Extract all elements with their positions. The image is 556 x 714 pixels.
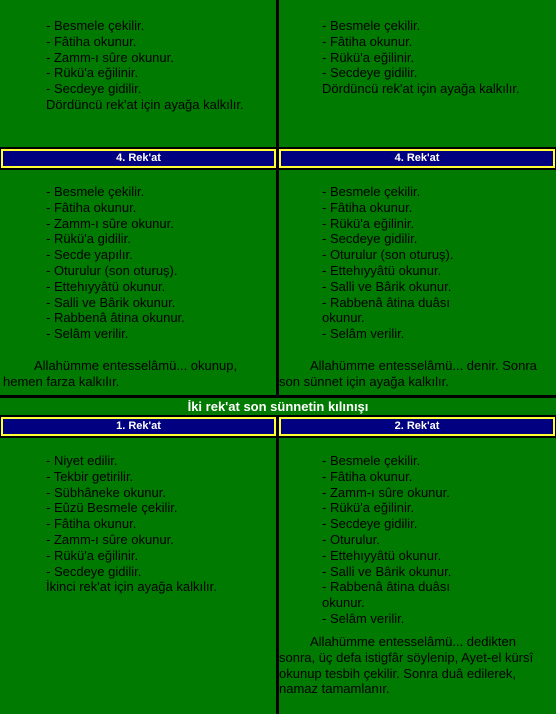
step-item: - Secdeye gidilir.: [46, 81, 142, 97]
rekat-header-right: 4. Rek'at: [279, 149, 555, 168]
closing-paragraph: Allahümme entesselâmü... okunup, hemen farza kalkılır.: [3, 358, 238, 389]
step-item: - Selâm verilir.: [46, 326, 129, 342]
step-item: - Besmele çekilir.: [46, 18, 145, 33]
step-item: - Secdeye gidilir.: [322, 231, 418, 247]
closing-paragraph: Allahümme entesselâmü... denir. Sonra son sünnet için ayağa kalkılır.: [279, 358, 537, 389]
step-item: - Sübhâneke okunur.: [46, 484, 166, 500]
step-note: İkinci rek'at için ayağa kalkılır.: [46, 579, 217, 595]
step-item: - Selâm verilir.: [322, 326, 405, 342]
step-item: - Zamm-ı sûre okunur.: [46, 215, 174, 231]
step-item: - Ettehıyyâtü okunur.: [322, 547, 442, 563]
fourth-rekat-right-steps: [322, 184, 482, 342]
step-item: - Zamm-ı sûre okunur.: [46, 49, 174, 65]
step-item: - Besmele çekilir.: [322, 453, 421, 468]
closing-paragraph: Allahümme entesselâmü... dedikten sonra, üç defa istigfâr söylenip, Ayet-el kürsî okunup tesbih çekilir. Sonra duâ edilerek, namaz tamamlanır.: [279, 634, 534, 697]
step-item: - Besmele çekilir.: [46, 184, 145, 199]
fourth-rekat-left-cell: [0, 170, 276, 395]
step-note: Dördüncü rek'at için ayağa kalkılır.: [322, 81, 520, 97]
step-item: - Fâtiha okunur.: [322, 33, 413, 49]
step-item: - Besmele çekilir.: [322, 184, 421, 199]
step-item: - Rabbenâ âtina okunur.: [46, 310, 185, 326]
fourth-rekat-right-cell: [279, 170, 556, 395]
rekat-header-right: 2. Rek'at: [279, 417, 555, 436]
step-item: - Rükü'a eğilinir.: [46, 547, 139, 563]
step-item: - Eûzü Besmele çekilir.: [46, 500, 178, 516]
step-item: - Rabbenâ âtina duâsı okunur.: [322, 294, 450, 326]
step-item: - Oturulur.: [322, 531, 380, 547]
first-rekat-cell: [0, 438, 276, 714]
step-item: - Ettehıyyâtü okunur.: [46, 278, 166, 294]
second-rekat-cell: [279, 438, 556, 714]
step-item: - Ettehıyyâtü okunur.: [322, 262, 442, 278]
step-item: - Tekbir getirilir.: [46, 468, 134, 484]
step-item: - Fâtiha okunur.: [46, 199, 137, 215]
rekat-header-left: 1. Rek'at: [1, 417, 276, 436]
step-item: - Rükü'a eğilinir.: [46, 65, 139, 81]
fourth-rekat-left-steps: [46, 184, 185, 342]
step-item: - Secdeye gidilir.: [46, 563, 142, 579]
top-left-step-list: [46, 18, 251, 113]
step-item: - Besmele çekilir.: [322, 18, 421, 33]
step-item: - Secdeye gidilir.: [322, 65, 418, 81]
top-right-step-list: [322, 18, 522, 97]
step-item: - Rükü'a eğilinir.: [322, 49, 415, 65]
first-rekat-steps: [46, 453, 217, 595]
step-item: - Rükü'a eğilinir.: [322, 215, 415, 231]
step-item: - Fâtiha okunur.: [46, 33, 137, 49]
step-item: - Secde yapılır.: [46, 247, 133, 263]
step-item: - Selâm verilir.: [322, 610, 405, 626]
top-left-cell: [0, 0, 276, 147]
top-right-cell: [279, 0, 556, 147]
step-item: - Rükü'a eğilinir.: [322, 500, 415, 516]
step-item: - Oturulur (son oturuş).: [46, 262, 178, 278]
step-item: - Fâtiha okunur.: [322, 468, 413, 484]
step-item: - Rükü'a gidilir.: [46, 231, 131, 247]
step-item: - Zamm-ı sûre okunur.: [46, 531, 174, 547]
step-item: - Salli ve Bârik okunur.: [322, 563, 452, 579]
step-item: - Zamm-ı sûre okunur.: [322, 484, 450, 500]
step-item: - Fâtiha okunur.: [46, 516, 137, 532]
step-item: - Niyet edilir.: [46, 453, 118, 468]
step-item: - Oturulur (son oturuş).: [322, 247, 454, 263]
step-item: - Rabbenâ âtina duâsı okunur.: [322, 579, 450, 611]
step-item: - Salli ve Bârik okunur.: [322, 278, 452, 294]
second-rekat-steps: [322, 453, 482, 627]
step-item: - Salli ve Bârik okunur.: [46, 294, 176, 310]
step-note: Dördüncü rek'at için ayağa kalkılır.: [46, 96, 244, 112]
step-item: - Secdeye gidilir.: [322, 516, 418, 532]
rekat-header-left: 4. Rek'at: [1, 149, 276, 168]
step-item: - Fâtiha okunur.: [322, 199, 413, 215]
section-title: İki rek'at son sünnetin kılınışı: [0, 398, 556, 415]
